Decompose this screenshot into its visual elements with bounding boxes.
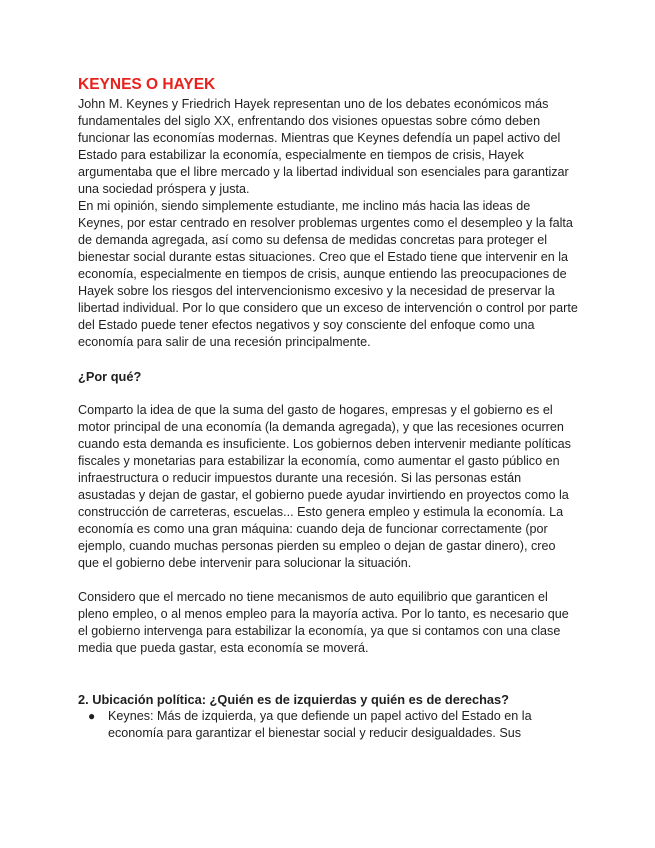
document-body bbox=[78, 76, 578, 742]
intro-paragraph: John M. Keynes y Friedrich Hayek representan uno de los debates económicos más fundamentales del siglo XX, enfrentando dos visiones opuestas sobre cómo deben funcionar las economías modernas. Mientras que Keynes defendía un papel activo del Estado para estabilizar la economía, especialmente en tiempos de crisis, Hayek argumentaba que el libre mercado y la libertad individual son esenciales para garantizar una sociedad próspera y justa. bbox=[78, 97, 569, 196]
section-2-heading: 2. Ubicación política: ¿Quién es de izquierdas y quién es de derechas? bbox=[78, 692, 509, 707]
why-paragraph-1: Comparto la idea de que la suma del gasto de hogares, empresas y el gobierno es el motor principal de una economía (la demanda agregada), y que las recesiones ocurren cuando esta demanda es insuficiente. Los gobiernos deben intervenir mediante políticas fiscales y monetarias para estabilizar la economía, como aumentar el gasto público en infraestructura o reducir impuestos durante una recesión. Si las personas están asustadas y dejan de gastar, el gobierno puede ayudar invirtiendo en proyectos como la construcción de carreteras, escuelas... Esto genera empleo y estimula la economía. La economía es como una gran máquina: cuando deja de funcionar correctamente (por ejemplo, cuando muchas personas pierden su empleo o dejan de gastar dinero), creo que el gobierno debe intervenir para solucionar la situación. bbox=[78, 403, 571, 570]
why-paragraph-2: Considero que el mercado no tiene mecanismos de auto equilibrio que garanticen el pleno empleo, o al menos empleo para la mayoría activa. Por lo tanto, es necesario que el gobierno intervenga para estabilizar la economía, ya que si contamos con una clase media que pueda gastar, esta economía se moverá. bbox=[78, 590, 569, 655]
bullet-icon: ● bbox=[88, 709, 96, 723]
why-heading: ¿Por qué? bbox=[78, 369, 142, 384]
opinion-paragraph: En mi opinión, siendo simplemente estudiante, me inclino más hacia las ideas de Keynes, por estar centrado en resolver problemas urgentes como el desempleo y la falta de demanda agregada, así como su defensa de medidas concretas para proteger el bienestar social durante estas situaciones. Creo que el Estado tiene que intervenir en la economía, especialmente en tiempos de crisis, aunque entiendo las preocupaciones de Hayek sobre los riesgos del intervencionismo excesivo y la necesidad de preservar la libertad individual. Por lo que considero que un exceso de intervención o control por parte del Estado puede tener efectos negativos y soy consciente del enfoque como una economía para salir de una recesión principalmente. bbox=[78, 199, 578, 349]
list-item bbox=[88, 708, 578, 742]
list-item-text: Keynes: Más de izquierda, ya que defiende un papel activo del Estado en la economía para garantizar el bienestar social y reducir desigualdades. Sus bbox=[108, 709, 532, 740]
position-list bbox=[78, 708, 578, 742]
document-title: KEYNES O HAYEK bbox=[78, 76, 216, 93]
